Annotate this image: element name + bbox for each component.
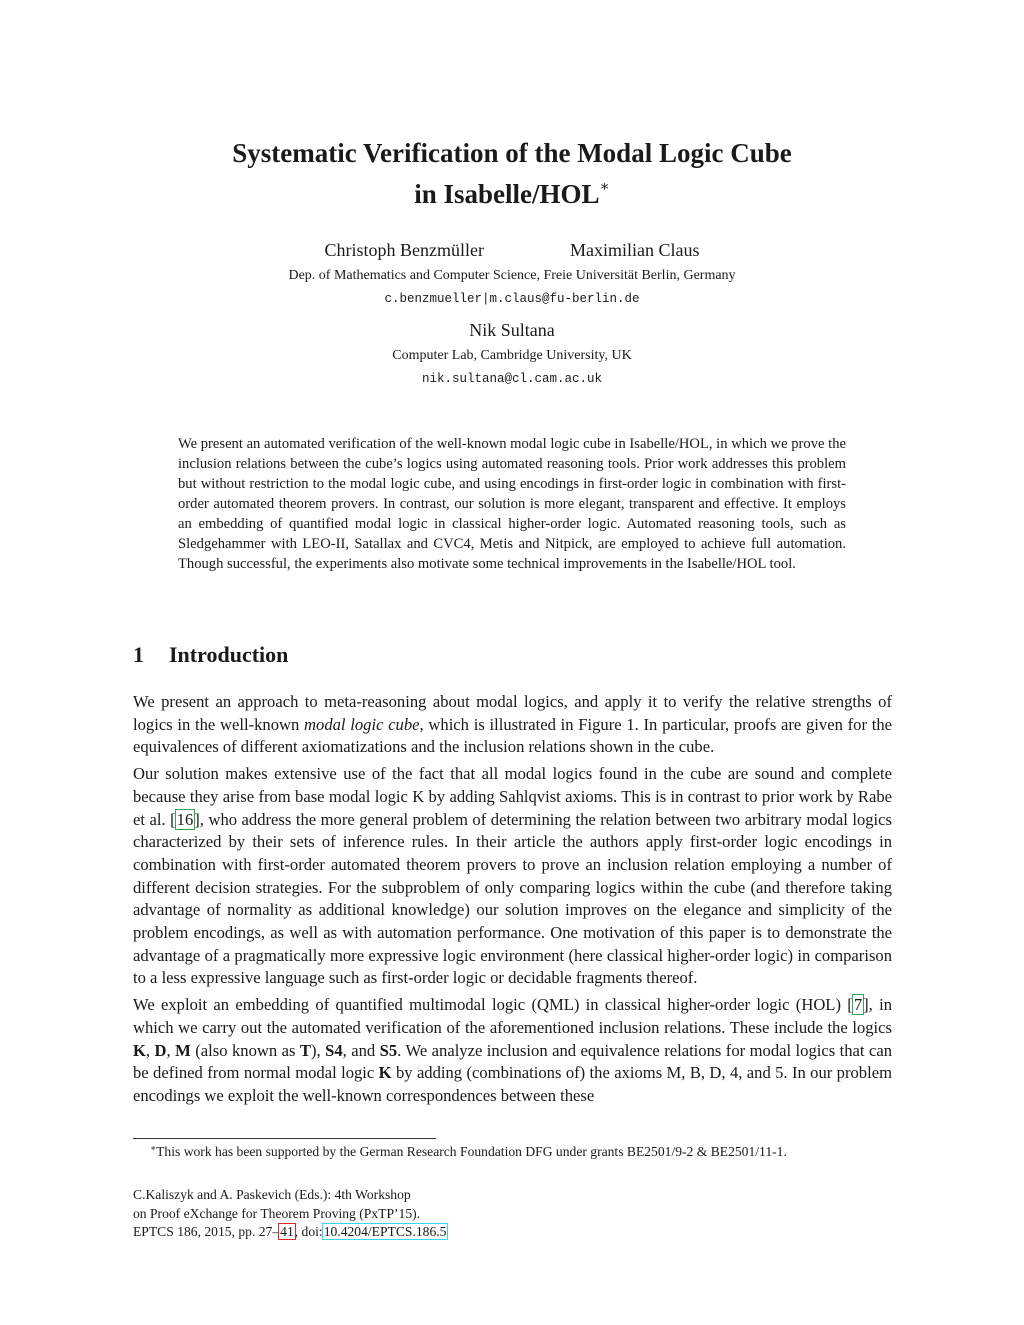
logic-d: D xyxy=(154,1040,167,1060)
title-line-2-text: in Isabelle/HOL xyxy=(414,179,600,209)
logic-k: K xyxy=(133,1040,146,1060)
p2-text-a: Our solution makes extensive use of the fact that all modal logics found in the cube are sound and complete because they arise from base modal logic K by adding Sahlqvist axioms. This is in contrast to prior work by Rabe et al. [ xyxy=(133,764,892,829)
publication-line-1: C.Kaliszyk and A. Paskevich (Eds.): 4th Workshop xyxy=(133,1187,411,1202)
footnote-rule xyxy=(133,1138,436,1139)
section-title: Introduction xyxy=(169,642,289,667)
logic-m: M xyxy=(175,1040,191,1060)
email-cambridge[interactable]: nik.sultana@cl.cam.ac.uk xyxy=(421,372,603,386)
publication-line-2: on Proof eXchange for Theorem Proving (PxTP’15). xyxy=(133,1205,421,1221)
footnote-text: This work has been supported by the German Research Foundation DFG under grants BE2501/9-2 & BE2501/11-1. xyxy=(156,1144,787,1159)
author-claus: Maximilian Claus xyxy=(569,240,700,260)
author-row-1 xyxy=(0,240,1024,261)
publication-doi-label: , doi: xyxy=(294,1224,323,1239)
last-page-link[interactable]: 41 xyxy=(280,1224,294,1239)
p1-text-b: , which is illustrated in Figure 1. In particular, proofs are given for the equivalences of different axiomatizations and the inclusion relations shown in the cube. xyxy=(133,714,892,757)
citation-link-7[interactable]: 7 xyxy=(853,995,863,1015)
author-sultana: Nik Sultana xyxy=(469,320,555,340)
author-benzmueller: Christoph Benzmüller xyxy=(324,240,484,260)
p3-text-b: ], in which we carry out the automated verification of the aforementioned inclusion relations. These include the logics xyxy=(133,995,893,1037)
paragraph-1 xyxy=(133,691,892,759)
p3-text-d: ), xyxy=(310,1040,326,1060)
section-number: 1 xyxy=(133,642,144,667)
citation-link-16[interactable]: 16 xyxy=(176,809,194,829)
footnote xyxy=(150,1143,787,1160)
publication-line-3 xyxy=(133,1223,447,1242)
publication-pages: EPTCS 186, 2015, pp. 27– xyxy=(133,1224,280,1239)
paper-title xyxy=(0,136,1024,211)
logic-t: T xyxy=(299,1040,311,1060)
p1-text-a: We present an approach to meta-reasoning about modal logics, and apply it to verify the relative strengths of logics in the well-known xyxy=(133,692,892,734)
section-heading-introduction xyxy=(133,642,288,668)
paragraph-2 xyxy=(133,763,892,990)
title-line-1: Systematic Verification of the Modal Logic Cube xyxy=(232,138,792,168)
publication-info xyxy=(133,1186,447,1242)
paragraph-3 xyxy=(133,994,892,1108)
p3-text-e: , and xyxy=(342,1040,380,1060)
p2-text-b: ], who address the more general problem of determining the relation between two arbitrary modal logics characterized by their sets of inference rules. In their article the authors apply first-order logic encodings in combination with first-order automated theorem provers to prove an inclusion relation employing a number of different decision strategies. For the subproblem of only comparing logics within the cube (and therefore taking advantage of normality as additional knowledge) our solution improves on the elegance and simplicity of the problem encodings, as well as with automation performance. One motivation of this paper is to demonstrate the advantage of a pragmatically more expressive logic environment (here classical higher-order logic) in comparison to a less expressive language such as first-order logic or decidable fragments thereof. xyxy=(133,809,892,988)
p3-text-g: by adding (combinations of) the axioms M, B, D, 4, and 5. In our problem encodings we exploit the well-known correspondences between these xyxy=(133,1063,892,1105)
p3-sep-1: , xyxy=(145,1040,155,1060)
title-line-2 xyxy=(0,170,1024,211)
logic-k-normal: K xyxy=(378,1063,392,1083)
p3-sep-2: , xyxy=(166,1040,176,1060)
p3-text-a: We exploit an embedding of quantified multimodal logic (QML) in classical higher-order logic (HOL) [ xyxy=(133,995,853,1015)
affiliation-cambridge: Computer Lab, Cambridge University, UK xyxy=(392,348,632,363)
logic-s5: S5 xyxy=(379,1040,398,1060)
logic-s4: S4 xyxy=(325,1040,343,1060)
title-footnote-mark: ∗ xyxy=(599,179,610,195)
p3-text-c: (also known as xyxy=(190,1040,300,1060)
introduction-body xyxy=(133,691,892,1112)
p3-text-f: . We analyze inclusion and equivalence relations for modal logics that can be defined from normal modal logic xyxy=(133,1040,893,1083)
footnote-mark: ∗ xyxy=(150,1143,157,1153)
email-fu-berlin[interactable]: c.benzmueller|m.claus@fu-berlin.de xyxy=(384,292,640,306)
doi-link[interactable]: 10.4204/EPTCS.186.5 xyxy=(323,1224,447,1239)
abstract: We present an automated verification of the well-known modal logic cube in Isabelle/HOL, in which we prove the inclusion relations between the cube’s logics using automated reasoning tools. Prior work addresses this problem but without restriction to the modal logic cube, and using encodings in first-order logic in combination with first-order automated theorem provers. In contrast, our solution is more elegant, transparent and effective. It employs an embedding of quantified modal logic in classical higher-order logic. Automated reasoning tools, such as Sledgehammer with LEO-II, Satallax and CVC4, Metis and Nitpick, are employed to achieve full automation. Though successful, the experiments also motivate some technical improvements in the Isabelle/HOL tool. xyxy=(178,436,846,572)
p1-emphasis: modal logic cube xyxy=(304,714,420,734)
affiliation-fu-berlin: Dep. of Mathematics and Computer Science, Freie Universität Berlin, Germany xyxy=(288,268,736,283)
